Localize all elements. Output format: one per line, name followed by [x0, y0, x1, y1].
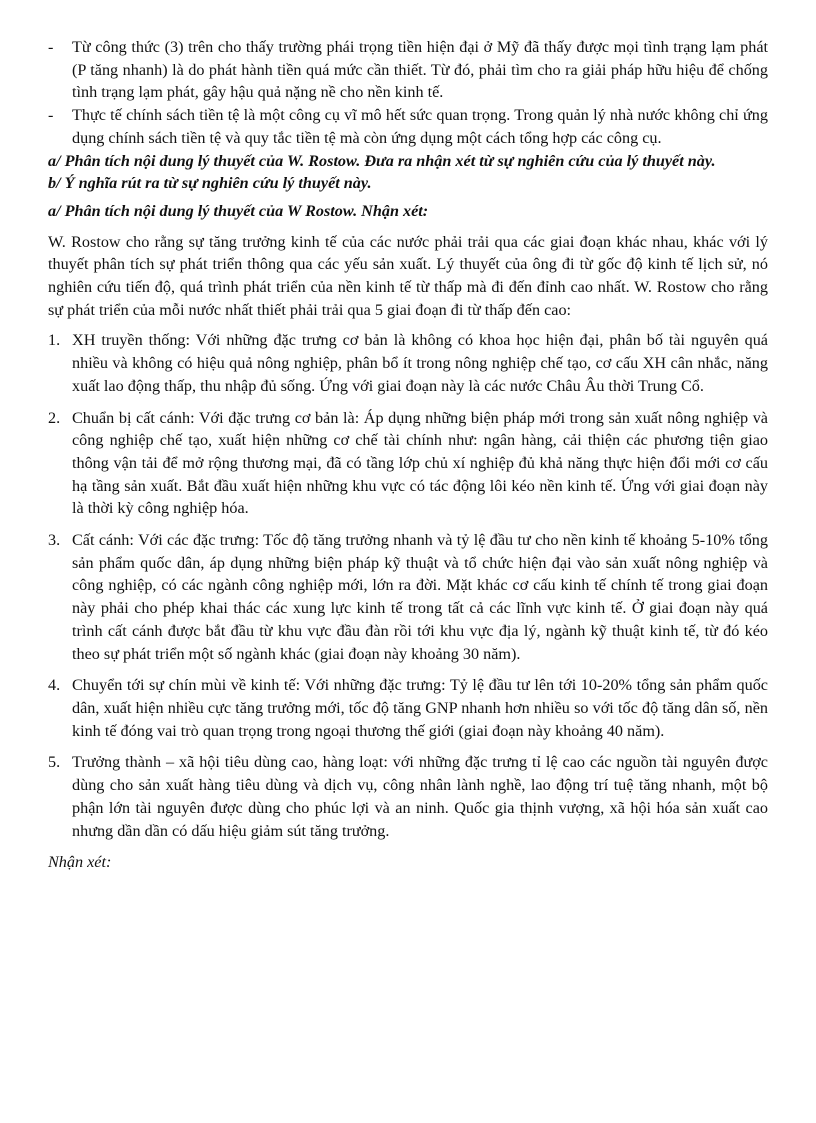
bullet-text: Từ công thức (3) trên cho thấy trường phái trọng tiền hiện đại ở Mỹ đã thấy được mọi tình trạng lạm phát (P tăng nhanh) là do phát hành tiền quá mức cần thiết. Từ đó, phải tìm cho ra giải pháp hữu hiệu để chống tình trạng lạm phát, gây hậu quả nặng nề cho nền kinh tế.: [72, 38, 768, 102]
question-a: a/ Phân tích nội dung lý thuyết của W. Rostow. Đưa ra nhận xét từ sự nghiên cứu của lý thuyết này.: [48, 151, 716, 170]
item-number: 5.: [48, 753, 61, 772]
bullet-mark: -: [48, 38, 54, 56]
item-text: Trưởng thành – xã hội tiêu dùng cao, hàng loạt: với những đặc trưng tỉ lệ cao các nguồn tài nguyên được dùng cho sản xuất hàng tiêu dùng và dịch vụ, công nhân lành nghề, lao động trí tuệ tăng nhanh, một bộ phận lớn tài nguyên được dùng cho phúc lợi và an ninh. Quốc gia thịnh vượng, xã hội hóa sản xuất cao nhưng dần dần có dấu hiệu giảm sút tăng trưởng.: [72, 753, 768, 840]
item-text: Cất cánh: Với các đặc trưng: Tốc độ tăng trưởng nhanh và tỷ lệ đầu tư cho nền kinh tế khoảng 5-10% tổng sản phẩm quốc dân, áp dụng những biện pháp kỹ thuật và tổ chức hiện đại vào sản xuất nông nghiệp và công nghiệp, có các ngành công nghiệp mới, lớn ra đời. Mặt khác cơ cấu kinh tế chính tế trong giai đoạn này phải cho phép khai thác các xung lực kinh tế trong tất cả các lĩnh vực kinh tế. Ở giai đoạn này quá trình cất cánh được bắt đầu từ khu vực đầu đàn rồi tới khu vực địa lý, ngành kỹ thuật kinh tế, từ đó kéo theo sự phát triển một số ngành khác (giai đoạn này khoảng 30 năm).: [72, 531, 768, 663]
item-number: 1.: [48, 331, 61, 350]
list-item: [48, 751, 768, 842]
list-item: [48, 529, 768, 665]
item-number: 4.: [48, 676, 61, 695]
item-number: 2.: [48, 408, 61, 427]
list-item: [48, 329, 768, 397]
item-number: 3.: [48, 531, 61, 550]
stages-list: [48, 329, 768, 842]
bullet-item: [48, 104, 768, 149]
bullet-text: Thực tế chính sách tiền tệ là một công cụ vĩ mô hết sức quan trọng. Trong quản lý nhà nước không chỉ ứng dụng chính sách tiền tệ và quy tắc tiền tệ mà còn ứng dụng một cách tổng hợp các công cụ.: [72, 106, 768, 147]
question-b: b/ Ý nghĩa rút ra từ sự nghiên cứu lý thuyết này.: [48, 174, 372, 193]
bullet-item: [48, 36, 768, 104]
list-item: [48, 674, 768, 742]
remark-label: Nhận xét:: [48, 853, 112, 872]
bullet-mark: -: [48, 106, 54, 125]
intro-paragraph: W. Rostow cho rằng sự tăng trưởng kinh tế của các nước phải trải qua các giai đoạn khác nhau, khác với lý thuyết phân tích sự phát triển thông qua các yếu sản xuất. Lý thuyết của ông đi từ gốc độ kinh tế lịch sử, nó nghiên cứu tiến độ, quá trình phát triển của nền kinh tế từ thấp mà đi đến đỉnh cao nhất. W. Rostow cho rằng sự phát triển của mỗi nước nhất thiết phải trải qua 5 giai đoạn đi từ thấp đến cao:: [48, 232, 768, 319]
answer-heading: a/ Phân tích nội dung lý thuyết của W Rostow. Nhận xét:: [48, 201, 429, 220]
document-page: [48, 36, 768, 874]
item-text: Chuyển tới sự chín mùi về kinh tế: Với những đặc trưng: Tỷ lệ đầu tư lên tới 10-20% tổng sản phẩm quốc dân, xuất hiện nhiều cực tăng trưởng mới, tốc độ tăng GNP nhanh hơn nhiều so với tốc độ tăng dân số, nền kinh tế đóng vai trò quan trọng trong ngoại thương thế giới (giai đoạn này khoảng 40 năm).: [72, 676, 768, 740]
item-text: XH truyền thống: Với những đặc trưng cơ bản là không có khoa học hiện đại, phân bố tài nguyên quá nhiều và không có hiệu quả nông nghiệp, phân bổ ít trong nông nghiệp chế tạo, cơ cấu XH cân nhắc, năng xuất lao động thấp, thu nhập đủ sống. Ứng với giai đoạn này là các nước Châu Âu thời Trung Cổ.: [72, 331, 768, 395]
item-text: Chuẩn bị cất cánh: Với đặc trưng cơ bản là: Áp dụng những biện pháp mới trong sản xuất nông nghiệp và công nghiệp chế tạo, xuất hiện những cơ chế tài chính như: ngân hàng, cải thiện các phương tiện giao thông vận tải để mở rộng thương mại, đã có tầng lớp chủ xí nghiệp đủ khả năng thực hiện đổi mới cơ cấu hạ tầng sản xuất. Bắt đầu xuất hiện những khu vực có tác động lôi kéo nền kinh tế. Ứng với giai đoạn này là thời kỳ công nghiệp hóa.: [72, 408, 768, 518]
list-item: [48, 407, 768, 521]
